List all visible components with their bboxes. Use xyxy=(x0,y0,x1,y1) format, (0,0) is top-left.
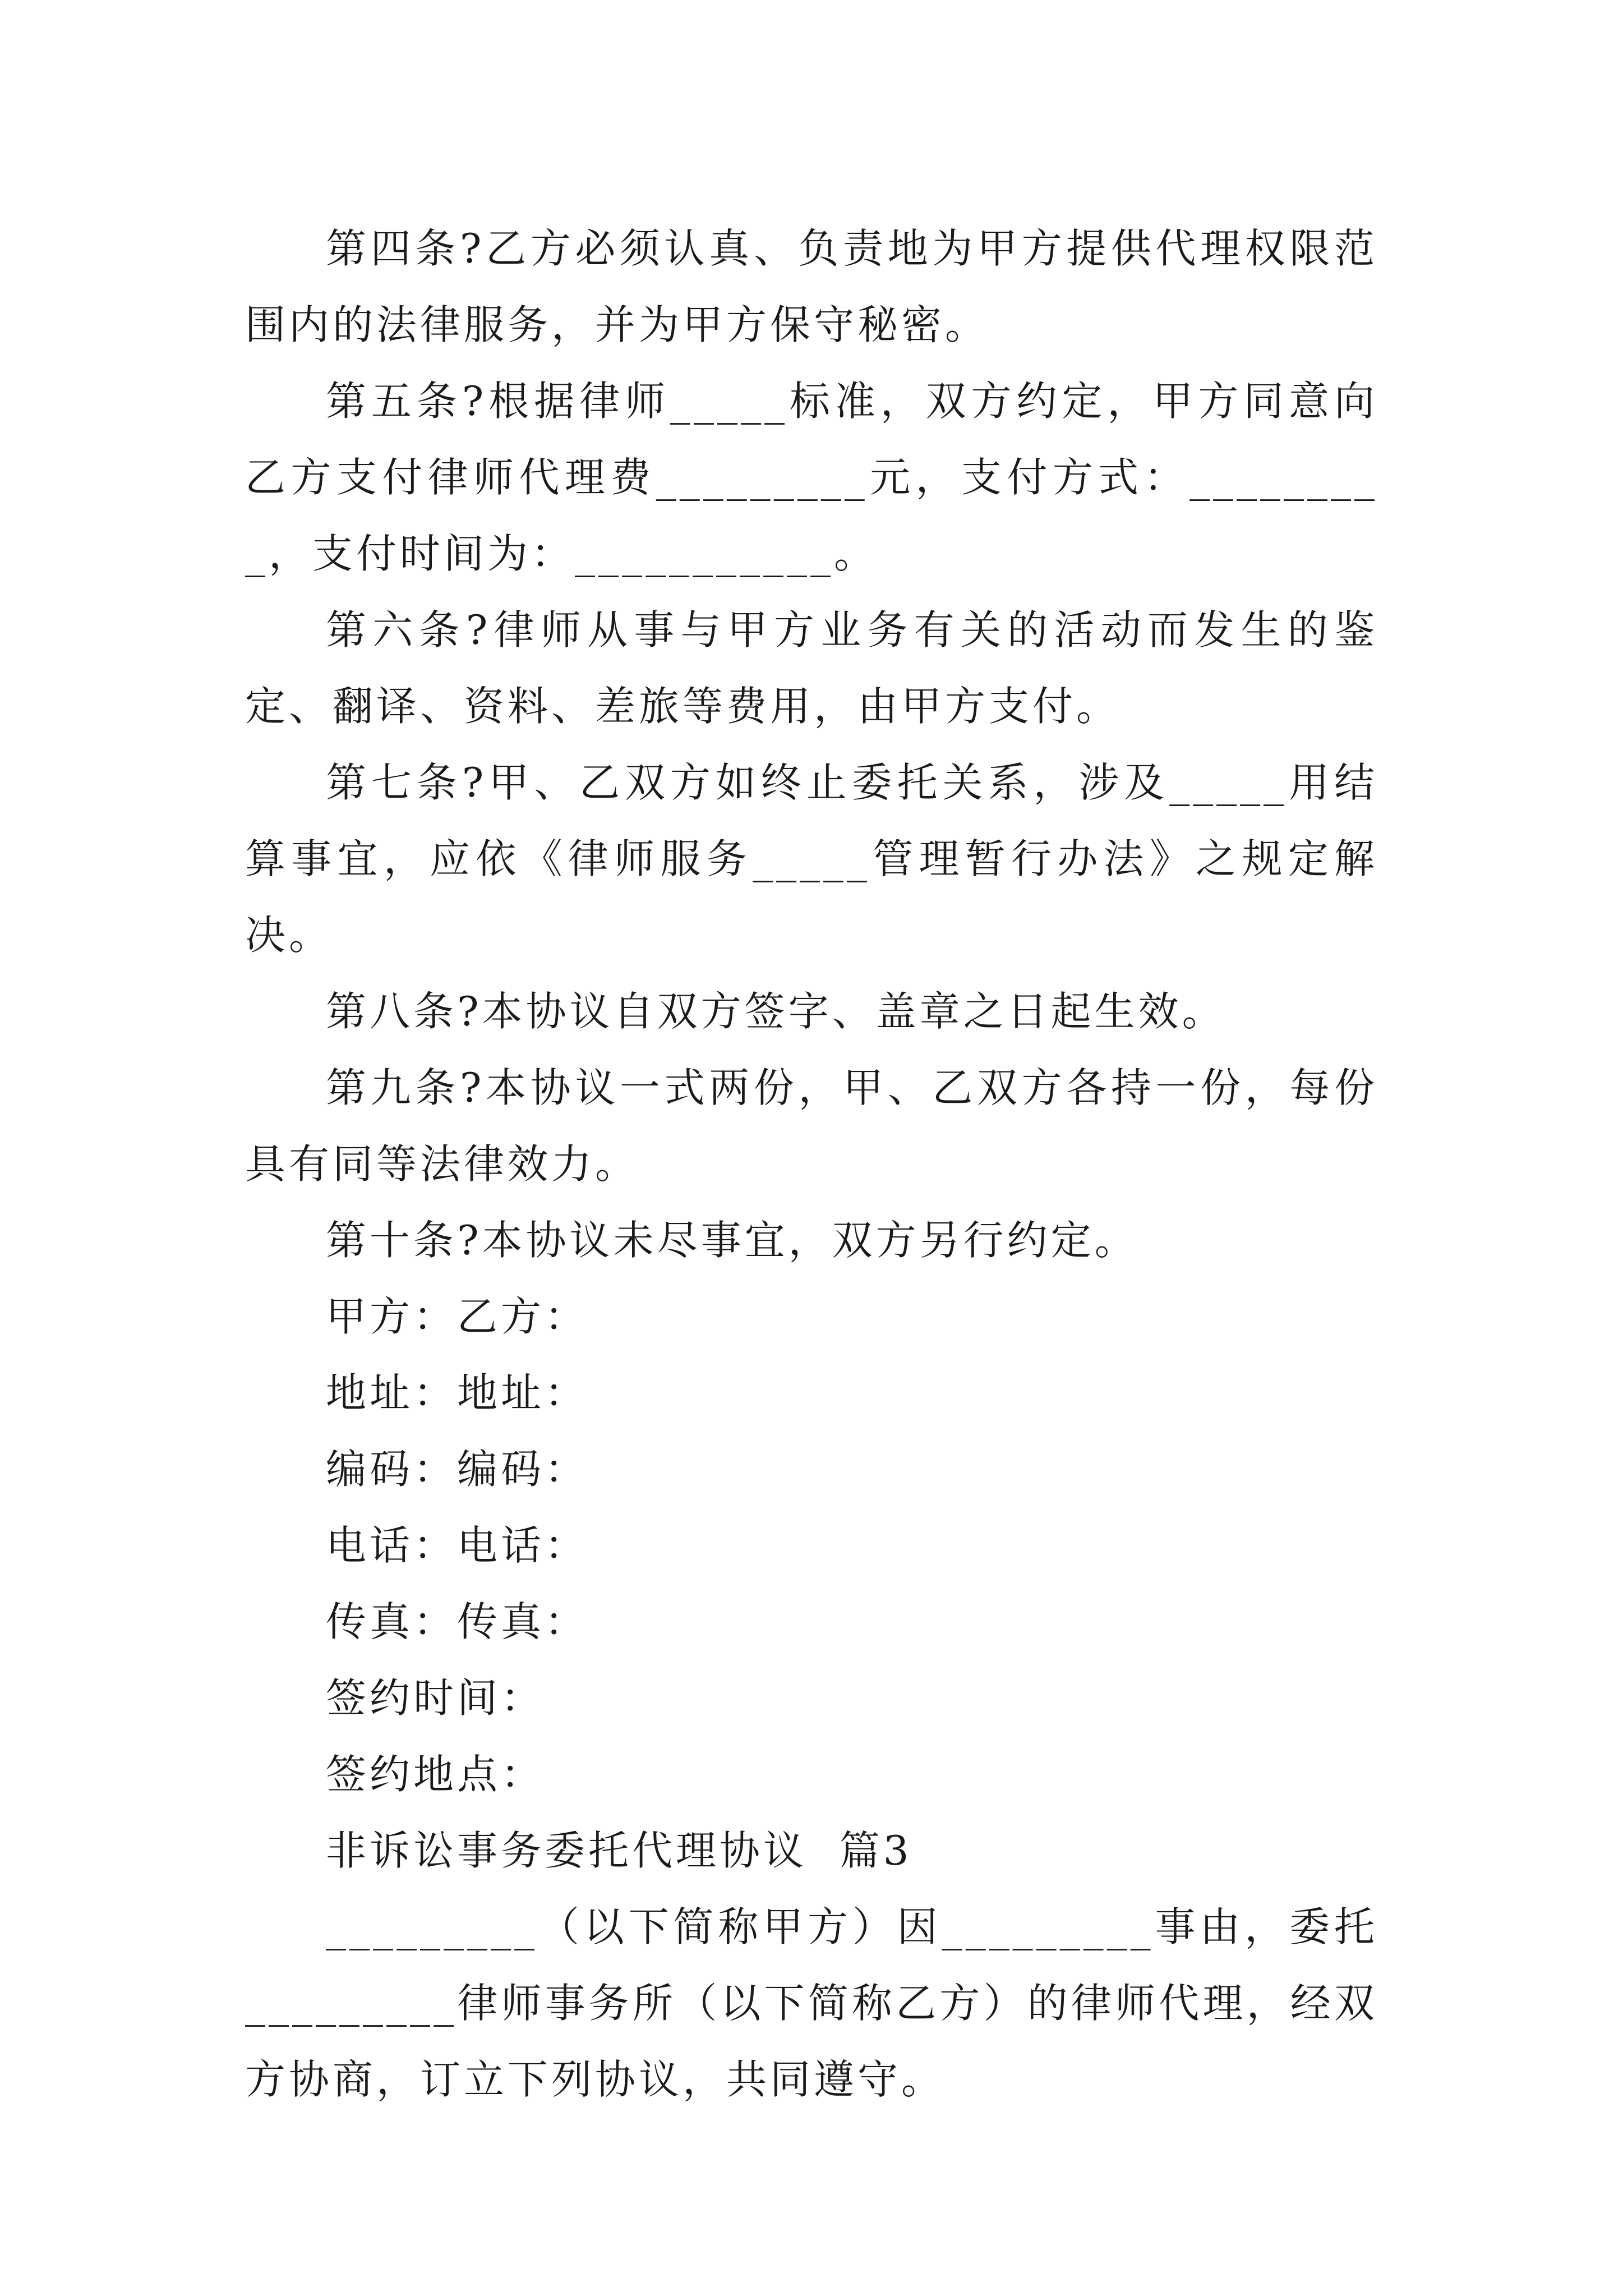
fax-line: 传真：传真： xyxy=(326,1598,589,1645)
article-5-paragraph: 第五条?根据律师_____标准，双方约定，甲方同意向乙方支付律师代理费_________元，支付方式：_________，支付时间为：___________。 xyxy=(245,378,1378,577)
address-line: 地址：地址： xyxy=(326,1369,589,1416)
article-7-paragraph: 第七条?甲、乙双方如终止委托关系，涉及_____用结算事宜，应依《律师服务_____管理暂行办法》之规定解决。 xyxy=(245,759,1378,959)
signing-time-line: 签约时间： xyxy=(326,1674,545,1722)
postcode-line: 编码：编码： xyxy=(326,1446,589,1493)
party-line: 甲方：乙方： xyxy=(326,1293,589,1340)
document-body xyxy=(245,210,1378,2118)
article-6-paragraph: 第六条?律师从事与甲方业务有关的活动而发生的鉴定、翻译、资料、差旅等费用，由甲方支付。 xyxy=(245,606,1378,730)
section-heading: 非诉讼事务委托代理协议 篇3 xyxy=(326,1827,912,1874)
article-9-paragraph: 第九条?本协议一式两份，甲、乙双方各持一份，每份具有同等法律效力。 xyxy=(245,1064,1378,1188)
phone-line: 电话：电话： xyxy=(326,1522,589,1569)
signing-place-line: 签约地点： xyxy=(326,1751,545,1798)
article-10-paragraph: 第十条?本协议未尽事宜，双方另行约定。 xyxy=(326,1217,1138,1264)
article-8-paragraph: 第八条?本协议自双方签字、盖章之日起生效。 xyxy=(326,988,1226,1035)
intro-paragraph: _________（以下简称甲方）因_________事由，委托_________律师事务所（以下简称乙方）的律师代理，经双方协商，订立下列协议，共同遵守。 xyxy=(245,1903,1378,2103)
article-4-paragraph: 第四条?乙方必须认真、负责地为甲方提供代理权限范围内的法律服务，并为甲方保守秘密。 xyxy=(245,225,1378,348)
